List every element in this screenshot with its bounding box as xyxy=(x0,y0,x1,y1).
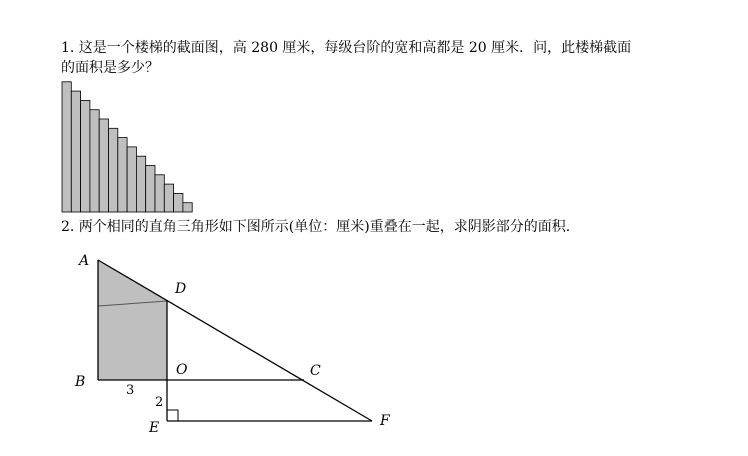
length-BO: 3 xyxy=(126,383,135,398)
right-angle-mark xyxy=(167,410,178,421)
label-O: O xyxy=(176,362,188,378)
length-OE: 2 xyxy=(155,395,164,410)
label-A: A xyxy=(79,253,90,269)
question-1-line-1: 1. 这是一个楼梯的截面图，高 280 厘米，每级台阶的宽和高都是 20 厘米．问，此楼梯截面 xyxy=(61,40,632,56)
label-E: E xyxy=(149,420,160,436)
label-C: C xyxy=(310,363,321,379)
label-B: B xyxy=(75,374,86,390)
label-F: F xyxy=(380,413,390,429)
label-D: D xyxy=(175,281,187,297)
question-2-text: 2. 两个相同的直角三角形如下图所示(单位：厘米)重叠在一起，求阴影部分的面积. xyxy=(61,219,571,235)
shaded-region xyxy=(98,260,167,380)
question-1-line-2: 的面积是多少？ xyxy=(61,60,159,76)
